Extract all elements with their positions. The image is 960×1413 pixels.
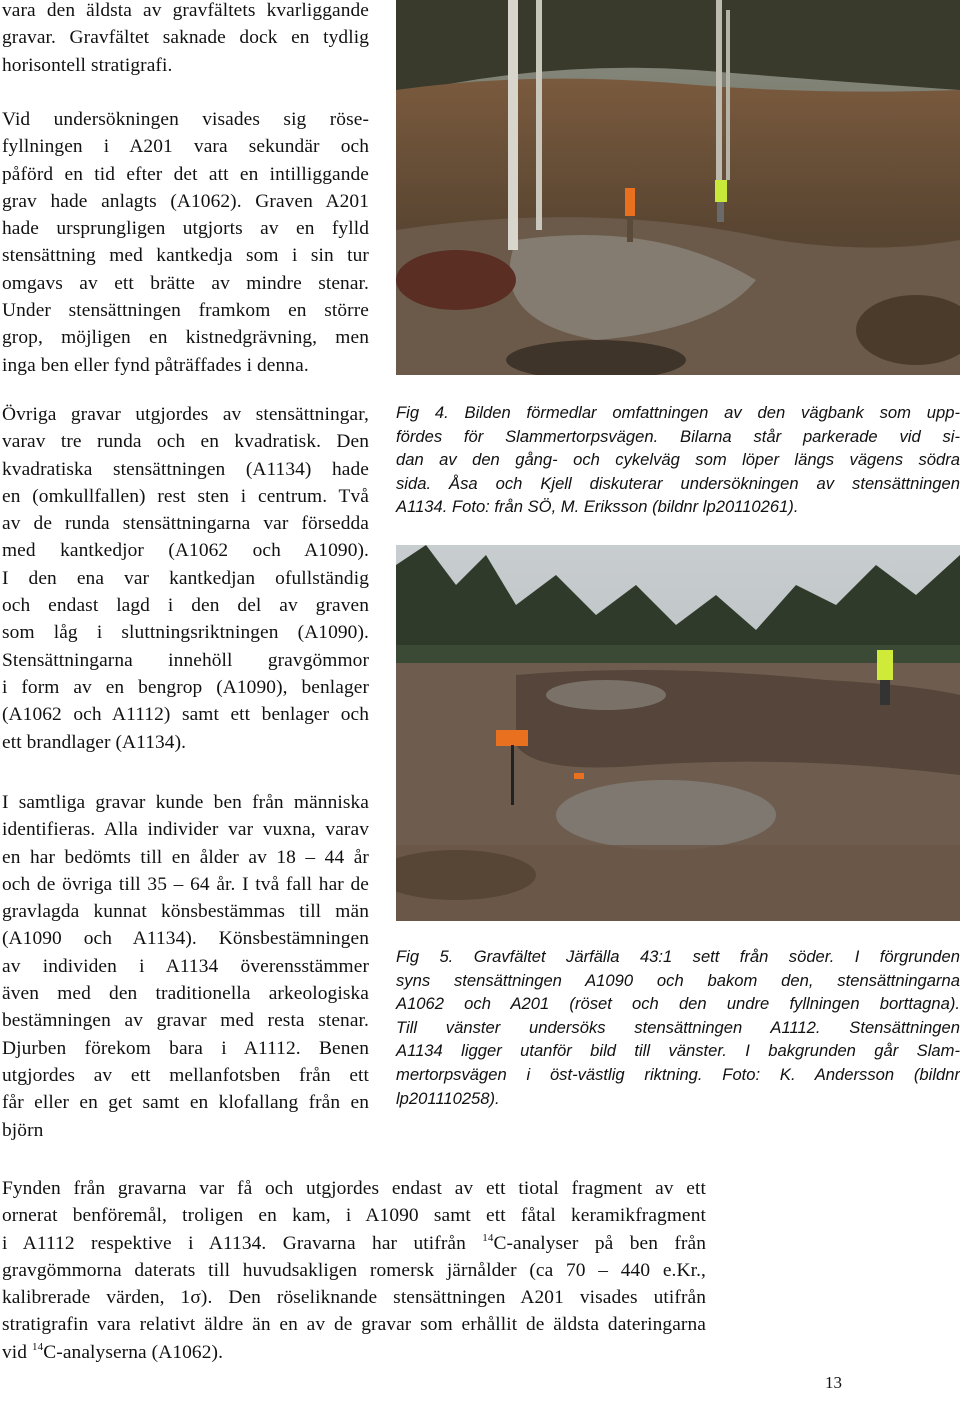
caption-line: A1134 ligger utanför bild till vänster. I bakgrunden går Slam- bbox=[396, 1041, 960, 1061]
text-line: vara den äldsta av gravfältets kvarliggande bbox=[2, 0, 369, 21]
text-line: gravlagda kunnat könsbestämmas till män bbox=[2, 901, 369, 923]
text-line: varav tre runda och en kvadratisk. Den bbox=[2, 431, 369, 453]
text-line: gravar. Gravfältet saknade dock en tydlig bbox=[2, 27, 369, 49]
caption-line: fördes för Slammertorpsvägen. Bilarna står parkerade vid si- bbox=[396, 426, 960, 446]
caption-line: A1062 och A201 (röset och den undre fyllningen borttagna). bbox=[396, 994, 960, 1014]
text-line: får eller en get samt en klofallang från en bbox=[2, 1092, 369, 1114]
fig5-photo bbox=[396, 545, 960, 921]
text-line: fyllningen i A201 vara sekundär och bbox=[2, 136, 369, 158]
superscript: 14 bbox=[482, 1231, 494, 1244]
text-line: I samtliga gravar kunde ben från människa bbox=[2, 792, 369, 813]
text-line: och de övriga till 35 – 64 år. I två fall har de bbox=[2, 873, 369, 895]
text-line: utgjordes av ett mellanfotsben från ett bbox=[2, 1064, 369, 1086]
text-line: omgavs av ett brätte av mindre stenar. bbox=[2, 272, 369, 294]
text-line: Övriga gravar utgjordes av stensättningar, bbox=[2, 404, 369, 425]
caption-line: syns stensättningen A1090 och bakom den, stensättningarna bbox=[396, 970, 960, 990]
text-line: ett brandlager (A1134). bbox=[2, 731, 187, 753]
text-line: stratigrafin vara relativt äldre än en av de gravar som erhållit de äldsta dateringarna bbox=[2, 1314, 706, 1336]
paragraph-2 bbox=[2, 106, 369, 379]
text-line: som låg i sluttningsriktningen (A1090). bbox=[2, 622, 369, 644]
text-span: C-analyser på ben från bbox=[493, 1232, 706, 1254]
text-line: Stensättningarna innehöll gravgömmor bbox=[2, 649, 369, 671]
text-line: inga ben eller fynd påträffades i denna. bbox=[2, 354, 309, 376]
text-line: hade ursprungligen utgjorts av en fylld bbox=[2, 218, 369, 240]
text-line: I den ena var kantkedjan ofullständig bbox=[2, 567, 369, 589]
caption-line: dan av den gång- och cykelväg som löper längs vägens södra bbox=[396, 450, 960, 470]
caption-line: Fig 4. Bilden förmedlar omfattningen av den vägbank som upp- bbox=[396, 403, 960, 422]
text-line: påförd en tid efter det att en intilliggande bbox=[2, 163, 369, 185]
text-line: även med den traditionella arkeologiska bbox=[2, 983, 369, 1005]
text-line: gravgömmorna daterats till huvudsakligen romersk järnålder (ca 70 – 440 e.Kr., bbox=[2, 1259, 706, 1281]
text-line: bestämningen av gravar med resta stenar. bbox=[2, 1010, 369, 1032]
paragraph-3 bbox=[2, 401, 369, 756]
text-line bbox=[2, 1339, 706, 1366]
text-line: och endast lagd i den del av graven bbox=[2, 595, 369, 617]
superscript: 14 bbox=[32, 1340, 44, 1353]
text-line: grav hade anlagts (A1062). Graven A201 bbox=[2, 190, 369, 212]
text-span: i A1112 respektive i A1134. Gravarna har utifrån bbox=[2, 1232, 483, 1254]
fig5-caption bbox=[396, 945, 960, 1110]
text-line: Under stensättningen framkom en större bbox=[2, 300, 369, 322]
text-line: av de runda stensättningarna var försedda bbox=[2, 513, 369, 535]
paragraph-1 bbox=[2, 0, 369, 79]
text-line: ornerat benföremål, troligen en kam, i A1090 samt ett fåtal keramikfragment bbox=[2, 1205, 706, 1227]
text-line bbox=[2, 1230, 706, 1257]
caption-line: A1134. Foto: från SÖ, M. Eriksson (bildnr lp20110261). bbox=[396, 497, 799, 517]
text-line: av individen i A1134 överensstämmer bbox=[2, 955, 369, 977]
page-number: 13 bbox=[825, 1373, 842, 1392]
text-line: björn bbox=[2, 1119, 44, 1141]
text-line: kvadratiska stensättningen (A1134) hade bbox=[2, 458, 369, 480]
fig4-caption bbox=[396, 401, 960, 519]
caption-line: Fig 5. Gravfältet Järfälla 43:1 sett från söder. I förgrunden bbox=[396, 947, 960, 966]
fig4-photo bbox=[396, 0, 960, 375]
text-line: i form av en bengrop (A1090), benlager bbox=[2, 676, 369, 698]
text-line: (A1062 och A1112) samt ett benlager och bbox=[2, 704, 369, 726]
text-line: identifieras. Alla individer var vuxna, varav bbox=[2, 819, 369, 841]
text-line: Vid undersökningen visades sig röse- bbox=[2, 109, 369, 130]
text-line: en (omkullfallen) rest sten i centrum. Två bbox=[2, 485, 369, 507]
text-line: Fynden från gravarna var få och utgjordes endast av ett tiotal fragment av ett bbox=[2, 1178, 706, 1199]
text-line: en har bedömts till en ålder av 18 – 44 år bbox=[2, 846, 369, 868]
text-line: med kantkedjor (A1062 och A1090). bbox=[2, 540, 369, 562]
paragraph-4 bbox=[2, 789, 369, 1144]
caption-line: sida. Åsa och Kjell diskuterar undersökningen av stensättningen bbox=[396, 473, 960, 493]
caption-line: mertorpsvägen i öst-västlig riktning. Foto: K. Andersson (bildnr bbox=[396, 1064, 960, 1084]
paragraph-5 bbox=[2, 1175, 706, 1366]
text-span: C-analyserna (A1062). bbox=[43, 1341, 224, 1363]
caption-line: lp201110258). bbox=[396, 1088, 500, 1108]
text-line: stensättning med kantkedja som i sin tur bbox=[2, 245, 369, 267]
text-line: (A1090 och A1134). Könsbestämningen bbox=[2, 928, 369, 950]
text-line: horisontell stratigrafi. bbox=[2, 54, 173, 76]
text-span: vid bbox=[2, 1341, 33, 1363]
caption-line: Till vänster undersöks stensättningen A1112. Stensättningen bbox=[396, 1017, 960, 1037]
text-line: kalibrerade värden, 1σ). Den röseliknande stensättningen A201 visades utifrån bbox=[2, 1287, 706, 1309]
text-line: Djurben förekom bara i A1112. Benen bbox=[2, 1037, 369, 1059]
text-line: grop, möjligen en kistnedgrävning, men bbox=[2, 327, 369, 349]
